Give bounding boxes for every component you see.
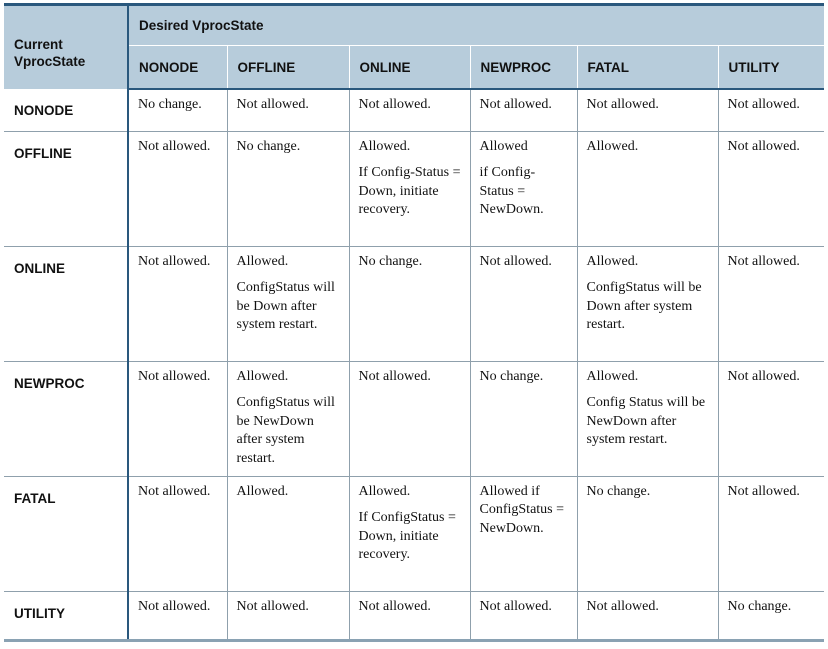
table-cell bbox=[349, 476, 470, 591]
table-cell bbox=[718, 246, 824, 361]
row-header-utility: UTILITY bbox=[4, 591, 128, 640]
cell-text: Not allowed. bbox=[479, 253, 552, 269]
table-cell bbox=[718, 361, 824, 476]
cell-note: ConfigStatus will be Down after system restart. bbox=[236, 280, 335, 332]
row-header-fatal: FATAL bbox=[4, 476, 128, 591]
table-cell bbox=[128, 361, 227, 476]
table-cell bbox=[349, 89, 470, 131]
cell-text: Allowed. bbox=[586, 368, 639, 384]
cell-text: Not allowed. bbox=[358, 97, 431, 112]
table-header bbox=[4, 5, 824, 90]
table-cell bbox=[470, 131, 577, 246]
table-cell bbox=[227, 361, 349, 476]
table-cell bbox=[349, 361, 470, 476]
table-cell bbox=[349, 131, 470, 246]
table-row bbox=[4, 246, 824, 361]
column-header-nonode: NONODE bbox=[128, 46, 227, 90]
current-label-line2: VprocState bbox=[14, 53, 86, 69]
cell-text: Not allowed. bbox=[236, 598, 309, 614]
cell-text: Allowed. bbox=[358, 138, 411, 154]
table-cell bbox=[577, 89, 718, 131]
row-header-newproc: NEWPROC bbox=[4, 361, 128, 476]
table-row bbox=[4, 361, 824, 476]
cell-note: ConfigStatus will be NewDown after system restart. bbox=[236, 395, 335, 466]
table-row bbox=[4, 591, 824, 640]
cell-text: Allowed bbox=[479, 138, 528, 154]
cell-text: Not allowed. bbox=[138, 483, 211, 499]
vproc-state-table-wrapper bbox=[4, 3, 824, 642]
cell-text: No change. bbox=[727, 598, 792, 614]
table-cell bbox=[577, 591, 718, 640]
table-cell bbox=[718, 591, 824, 640]
table-cell bbox=[470, 246, 577, 361]
table-row bbox=[4, 89, 824, 131]
table-row bbox=[4, 476, 824, 591]
table-cell bbox=[577, 361, 718, 476]
cell-text: Not allowed. bbox=[727, 483, 800, 499]
row-header-nonode: NONODE bbox=[4, 89, 128, 131]
cell-note: If Config-Status = Down, initiate recovery. bbox=[358, 165, 461, 217]
cell-text: Allowed. bbox=[358, 483, 411, 499]
table-cell bbox=[718, 476, 824, 591]
table-cell bbox=[227, 476, 349, 591]
cell-text: Not allowed. bbox=[138, 253, 211, 269]
cell-note: if Config-Status = NewDown. bbox=[479, 165, 544, 217]
row-header-offline: OFFLINE bbox=[4, 131, 128, 246]
cell-text: No change. bbox=[479, 368, 544, 384]
table-cell bbox=[227, 89, 349, 131]
cell-text: Not allowed. bbox=[358, 368, 431, 384]
table-cell bbox=[470, 476, 577, 591]
table-cell bbox=[349, 246, 470, 361]
cell-text: Not allowed. bbox=[586, 598, 659, 614]
cell-text: No change. bbox=[586, 483, 651, 499]
table-cell bbox=[718, 131, 824, 246]
column-header-offline: OFFLINE bbox=[227, 46, 349, 90]
cell-text: Not allowed. bbox=[138, 368, 211, 384]
cell-text: Not allowed. bbox=[358, 598, 431, 614]
table-cell bbox=[227, 131, 349, 246]
table-cell bbox=[128, 131, 227, 246]
table-cell bbox=[577, 476, 718, 591]
column-header-online: ONLINE bbox=[349, 46, 470, 90]
table-cell bbox=[577, 131, 718, 246]
table-cell bbox=[128, 476, 227, 591]
vproc-state-transition-table bbox=[4, 3, 824, 642]
cell-note: ConfigStatus will be Down after system restart. bbox=[586, 280, 702, 332]
table-cell bbox=[227, 591, 349, 640]
cell-note: If ConfigStatus = Down, initiate recovery. bbox=[358, 510, 456, 562]
table-cell bbox=[470, 361, 577, 476]
current-vprocstate-header bbox=[4, 5, 128, 90]
table-row bbox=[4, 131, 824, 246]
cell-note: Config Status will be NewDown after system restart. bbox=[586, 395, 706, 447]
cell-text: Allowed. bbox=[236, 368, 289, 384]
column-header-newproc: NEWPROC bbox=[470, 46, 577, 90]
header-row-1 bbox=[4, 5, 824, 46]
cell-text: Allowed. bbox=[586, 253, 639, 269]
table-cell bbox=[577, 246, 718, 361]
cell-text: Not allowed. bbox=[479, 598, 552, 614]
table-cell bbox=[718, 89, 824, 131]
cell-text: Not allowed. bbox=[727, 138, 800, 154]
column-header-fatal: FATAL bbox=[577, 46, 718, 90]
column-header-utility: UTILITY bbox=[718, 46, 824, 90]
cell-text: Allowed if ConfigStatus = NewDown. bbox=[479, 483, 565, 536]
cell-text: No change. bbox=[138, 97, 202, 112]
cell-text: No change. bbox=[358, 253, 423, 269]
table-cell bbox=[227, 246, 349, 361]
current-label-line1: Current bbox=[14, 36, 63, 52]
cell-text: Allowed. bbox=[236, 483, 289, 499]
cell-text: Not allowed. bbox=[138, 598, 211, 614]
row-header-online: ONLINE bbox=[4, 246, 128, 361]
desired-vprocstate-header: Desired VprocState bbox=[128, 5, 824, 46]
cell-text: Not allowed. bbox=[727, 97, 800, 112]
cell-text: Allowed. bbox=[236, 253, 289, 269]
cell-text: Not allowed. bbox=[479, 97, 552, 112]
cell-text: Not allowed. bbox=[236, 97, 309, 112]
cell-text: No change. bbox=[236, 138, 301, 154]
table-cell bbox=[470, 89, 577, 131]
table-cell bbox=[349, 591, 470, 640]
table-cell bbox=[128, 89, 227, 131]
cell-text: Allowed. bbox=[586, 138, 639, 154]
cell-text: Not allowed. bbox=[727, 368, 800, 384]
cell-text: Not allowed. bbox=[727, 253, 800, 269]
cell-text: Not allowed. bbox=[586, 97, 659, 112]
table-cell bbox=[128, 591, 227, 640]
table-body bbox=[4, 89, 824, 640]
cell-text: Not allowed. bbox=[138, 138, 211, 154]
table-cell bbox=[128, 246, 227, 361]
table-cell bbox=[470, 591, 577, 640]
